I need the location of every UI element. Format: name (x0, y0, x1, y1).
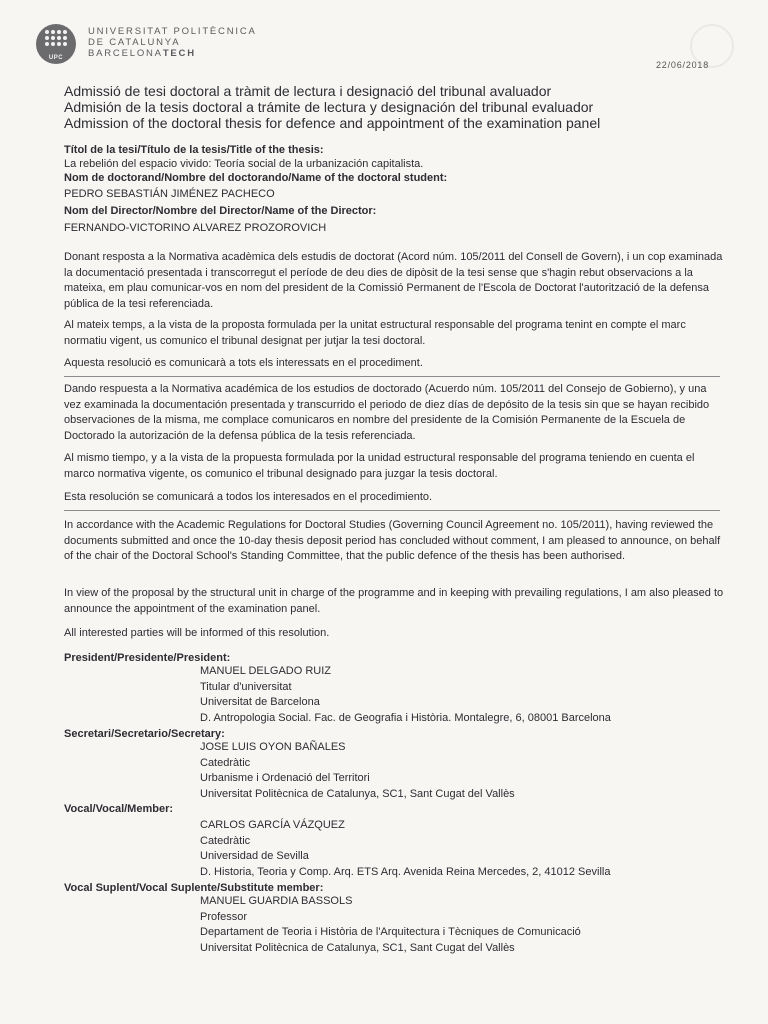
president-name: MANUEL DELGADO RUIZ (200, 665, 332, 677)
catalan-paragraph-2: Al mateix temps, a la vista de la proposta formulada per la unitat estructural responsable del programa tenint en compte el marc normatiu vigent, us comunico el tribunal designat per jutjar la tesi doctoral. (64, 319, 686, 347)
member-label: Vocal/Vocal/Member: (64, 803, 174, 815)
thesis-title-label: Títol de la tesi/Título de la tesis/Title of the thesis: (64, 144, 324, 156)
section-divider (64, 376, 720, 377)
document-titles (64, 83, 600, 131)
director-label: Nom del Director/Nombre del Director/Name of the Director: (64, 205, 377, 217)
university-line-2: DE CATALUNYA (88, 37, 181, 48)
english-paragraph-2: In view of the proposal by the structural unit in charge of the programme and in keeping with prevailing regulations, I am also pleased to announce the appointment of the examination panel. (64, 587, 724, 615)
substitute-address: Universitat Politècnica de Catalunya, SC1, Sant Cugat del Vallès (200, 941, 515, 954)
title-catalan: Admissió de tesi doctoral a tràmit de lectura i designació del tribunal avaluador (64, 83, 552, 99)
thesis-info (64, 143, 724, 235)
catalan-paragraph-3: Aquesta resolució es comunicarà a tots els interessats en el procediment. (64, 357, 423, 369)
president-address: D. Antropologia Social. Fac. de Geografia i Història. Montalegre, 6, 08001 Barcelona (200, 711, 611, 724)
substitute-position: Professor (200, 910, 248, 923)
english-paragraph-1: In accordance with the Academic Regulations for Doctoral Studies (Governing Council Agreement no. 105/2011), having reviewed the documents submitted and once the 10-day thesis deposit period has concluded without comment, I am pleased to announce, on behalf of the chair of the Doctoral School's Standing Committee, that the public defence of the thesis has been authorised. (64, 519, 721, 562)
logo-text: UPC (48, 55, 64, 61)
secretary-institution: Urbanisme i Ordenació del Territori (200, 772, 370, 784)
member-name: CARLOS GARCÍA VÁZQUEZ (200, 819, 345, 831)
secretary-details (200, 740, 515, 802)
substitute-details (200, 894, 581, 956)
spanish-paragraph-1: Dando respuesta a la Normativa académica de los estudios de doctorado (Acuerdo núm. 105/2011 del Consejo de Gobierno), y una vez examinada la documentación presentada y transcurrido el periodo de diez días de depósito de la tesis sin que se hayan recibido observaciones de la misma, me complace comunicaros en nombre del presidente de la Comisión Permanente de la Escuela de Doctorado la autorización de la defensa pública de la tesis referenciada. (64, 383, 710, 442)
president-institution: Universitat de Barcelona (200, 696, 320, 708)
president-label: President/Presidente/President: (64, 652, 231, 664)
student-label: Nom de doctorand/Nombre del doctorando/Name of the doctoral student: (64, 172, 448, 184)
secretary-name: JOSE LUIS OYON BAÑALES (200, 741, 346, 753)
president-position: Titular d'universitat (200, 680, 292, 693)
university-line-1: UNIVERSITAT POLITÈCNICA (88, 26, 257, 37)
letterhead (36, 24, 257, 64)
secretary-label: Secretari/Secretario/Secretary: (64, 728, 225, 740)
member-address: D. Historia, Teoria y Comp. Arq. ETS Arq. Avenida Reina Mercedes, 2, 41012 Sevilla (200, 865, 611, 878)
university-line-3b: TECH (162, 48, 196, 59)
spanish-paragraph-2: Al mismo tiempo, y a la vista de la propuesta formulada por la unidad estructural responsable del programa teniendo en cuenta el marco normativa vigente, os comunico el tribunal designado para juzgar la tesis doctoral. (64, 452, 695, 480)
university-line-3 (88, 48, 257, 59)
substitute-label: Vocal Suplent/Vocal Suplente/Substitute member: (64, 882, 324, 894)
catalan-paragraph-1: Donant resposta a la Normativa acadèmica dels estudis de doctorat (Acord núm. 105/2011 del Consell de Govern), i un cop examinada la documentació presentada i transcorregut el període de deu dies de dipòsit de la tesi sense que s'hagin rebut observacions a la mateixa, em plau comunicar-vos en nom del president de la Comissió Permanent de l'Escola de Doctorat l'autorització de la defensa pública de la tesi referenciada. (64, 251, 723, 310)
title-english: Admission of the doctoral thesis for defence and appointment of the examination panel (64, 115, 601, 131)
upc-logo (36, 24, 76, 64)
secretary-address: Universitat Politècnica de Catalunya, SC1, Sant Cugat del Vallès (200, 787, 515, 800)
member-institution: Universidad de Sevilla (200, 850, 309, 862)
president-details (200, 664, 611, 726)
university-line-3a: BARCELONA (88, 48, 163, 59)
member-position: Catedràtic (200, 834, 251, 847)
student-value: PEDRO SEBASTIÁN JIMÉNEZ PACHECO (64, 188, 275, 200)
secretary-position: Catedràtic (200, 756, 251, 769)
member-details (200, 818, 610, 880)
document-date: 22/06/2018 (656, 60, 710, 70)
substitute-name: MANUEL GUARDIA BASSOLS (200, 895, 353, 907)
director-value: FERNANDO-VICTORINO ALVAREZ PROZOROVICH (64, 222, 327, 234)
section-divider (64, 510, 720, 511)
english-paragraph-3: All interested parties will be informed of this resolution. (64, 627, 330, 639)
thesis-title-value: La rebelión del espacio vivido: Teoría social de la urbanización capitalista. (64, 158, 424, 170)
spanish-paragraph-3: Esta resolución se comunicará a todos los interesados en el procedimiento. (64, 491, 433, 503)
title-spanish: Admisión de la tesis doctoral a trámite de lectura y designación del tribunal evaluador (64, 99, 594, 115)
university-name (88, 26, 257, 59)
substitute-institution: Departament de Teoria i Història de l'Arquitectura i Tècniques de Comunicació (200, 926, 581, 938)
